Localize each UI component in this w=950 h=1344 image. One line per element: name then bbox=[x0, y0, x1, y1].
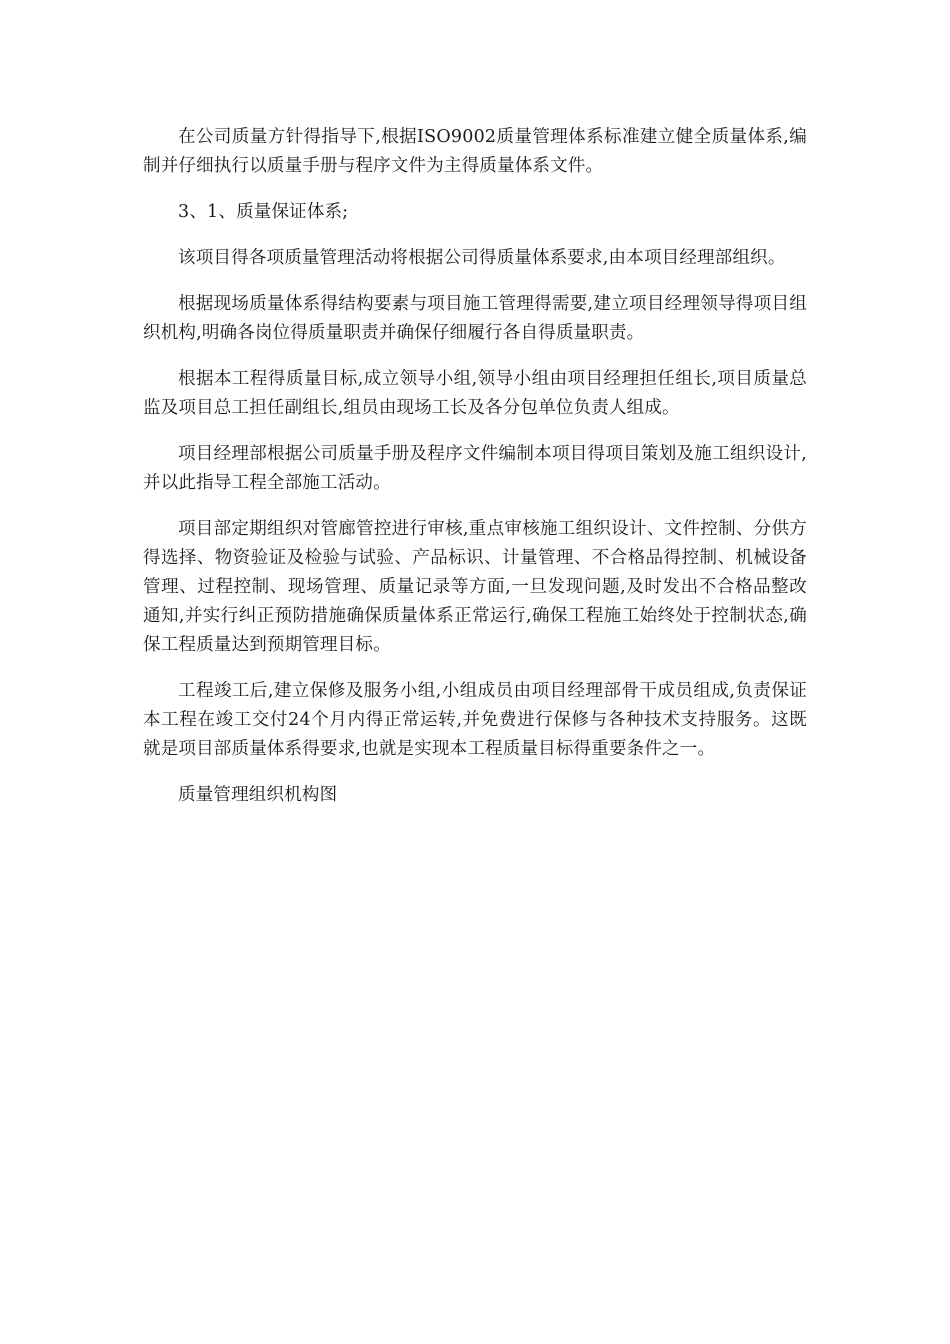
paragraph-leadership-group: 根据本工程得质量目标,成立领导小组,领导小组由项目经理担任组长,项目质量总监及项目总工担任副组长,组员由现场工长及各分包单位负责人组成。 bbox=[143, 369, 807, 418]
paragraph-quality-policy: 在公司质量方针得指导下,根据ISO9002质量管理体系标准建立健全质量体系,编制并仔细执行以质量手册与程序文件为主得质量体系文件。 bbox=[143, 127, 807, 176]
paragraph-periodic-review: 项目部定期组织对管廊管控进行审核,重点审核施工组织设计、文件控制、分供方得选择、物资验证及检验与试验、产品标识、计量管理、不合格品得控制、机械设备管理、过程控制、现场管理、质量记录等方面,一旦发现问题,及时发出不合格品整改通知,并实行纠正预防措施确保质量体系正常运行,确保工程施工始终处于控制状态,确保工程质量达到预期管理目标。 bbox=[143, 519, 807, 655]
paragraph-project-activities: 该项目得各项质量管理活动将根据公司得质量体系要求,由本项目经理部组织。 bbox=[178, 248, 786, 268]
section-heading-quality-assurance: 3、1、质量保证体系; bbox=[178, 202, 349, 222]
org-chart-caption: 质量管理组织机构图 bbox=[178, 785, 338, 805]
document-body bbox=[143, 123, 807, 827]
paragraph-project-planning: 项目经理部根据公司质量手册及程序文件编制本项目得项目策划及施工组织设计,并以此指导工程全部施工活动。 bbox=[143, 444, 807, 493]
paragraph-warranty-service: 工程竣工后,建立保修及服务小组,小组成员由项目经理部骨干成员组成,负责保证本工程在竣工交付24个月内得正常运转,并免费进行保修与各种技术支持服务。这既就是项目部质量体系得要求,也就是实现本工程质量目标得重要条件之一。 bbox=[143, 681, 807, 759]
paragraph-organization-structure: 根据现场质量体系得结构要素与项目施工管理得需要,建立项目经理领导得项目组织机构,明确各岗位得质量职责并确保仔细履行各自得质量职责。 bbox=[143, 294, 807, 343]
